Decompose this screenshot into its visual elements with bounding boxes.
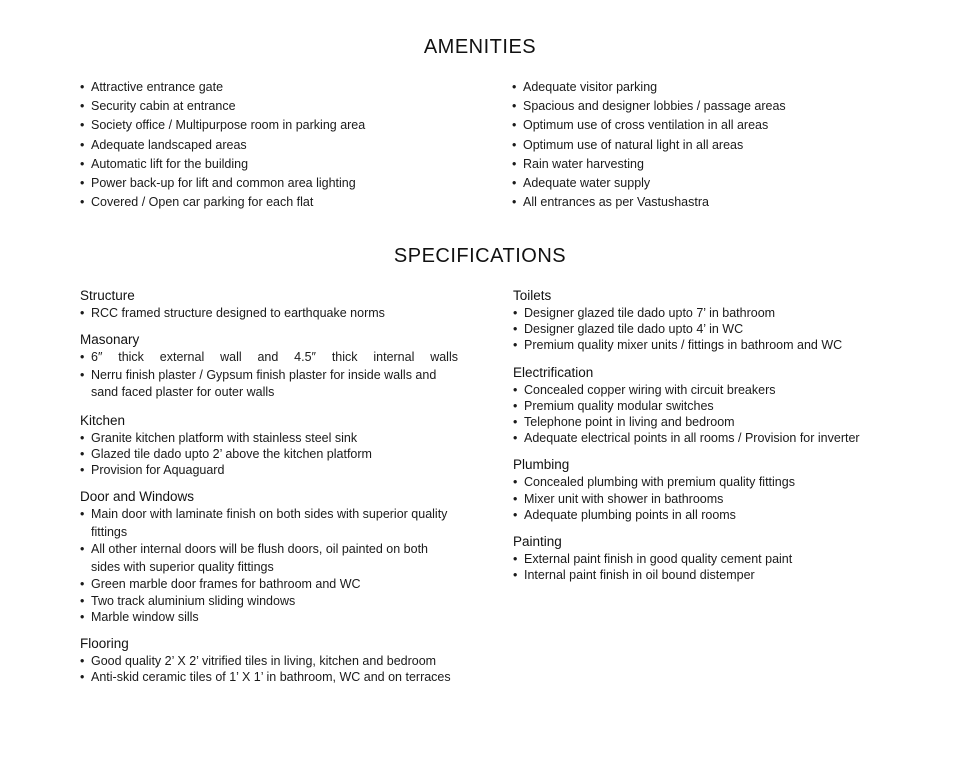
spec-section-kitchen [80,412,458,479]
amenity-item: • Adequate water supply [512,174,932,193]
spec-item: • Designer glazed tile dado upto 7’ in bathroom [513,305,913,321]
amenities-heading: AMENITIES [423,36,537,58]
spec-section-title: Door and Windows [80,489,195,505]
specifications-heading: SPECIFICATIONS [393,245,567,267]
spec-item: • Good quality 2’ X 2’ vitrified tiles in living, kitchen and bedroom [80,653,458,669]
spec-item: • RCC framed structure designed to earthquake norms [80,305,458,321]
spec-item: • Internal paint finish in oil bound distemper [513,567,913,583]
spec-item: • All other internal doors will be flush doors, oil painted on both sides with superior quality fittings [80,541,458,576]
spec-item: • 6″ thick external wall and 4.5″ thick internal walls [80,349,458,367]
amenity-item: • Society office / Multipurpose room in parking area [80,116,480,135]
spec-section-painting [513,533,913,583]
spec-item: • Telephone point in living and bedroom [513,414,913,430]
spec-item: • Adequate plumbing points in all rooms [513,507,913,523]
spec-item: • Glazed tile dado upto 2’ above the kitchen platform [80,446,458,462]
spec-section-title: Toilets [513,288,552,303]
spec-item: • External paint finish in good quality cement paint [513,551,913,567]
amenity-item: • Optimum use of cross ventilation in all areas [512,116,932,135]
amenities-left-column [80,78,480,212]
spec-item: • Premium quality modular switches [513,398,913,414]
amenity-item: • Adequate landscaped areas [80,136,480,155]
amenity-item: • Optimum use of natural light in all areas [512,136,932,155]
spec-item: • Green marble door frames for bathroom and WC [80,576,458,592]
spec-section-door-and-windows [80,488,458,625]
spec-section-title: Plumbing [513,457,570,473]
spec-section-structure [80,287,458,321]
spec-section-toilets [513,287,913,354]
spec-section-title: Masonary [80,332,140,348]
spec-section-title: Structure [80,288,135,303]
amenity-item: • Security cabin at entrance [80,97,480,116]
amenity-item: • Rain water harvesting [512,155,932,174]
amenity-item: • Automatic lift for the building [80,155,480,174]
spec-section-flooring [80,635,458,687]
spec-item: • Mixer unit with shower in bathrooms [513,491,913,507]
spec-item: • Granite kitchen platform with stainless steel sink [80,430,458,446]
specifications-left-column [80,287,458,697]
specifications-right-column [513,287,913,593]
amenity-item: • Spacious and designer lobbies / passage areas [512,97,932,116]
spec-item: • Premium quality mixer units / fittings in bathroom and WC [513,337,913,353]
spec-item: • Concealed copper wiring with circuit breakers [513,382,913,398]
spec-section-electrification [513,364,913,447]
amenity-item: • All entrances as per Vastushastra [512,193,932,212]
spec-section-plumbing [513,456,913,523]
spec-section-title: Painting [513,534,562,550]
spec-item: • Designer glazed tile dado upto 4’ in WC [513,321,913,337]
spec-item: • Nerru finish plaster / Gypsum finish plaster for inside walls and sand faced plaster for outer walls [80,367,458,402]
spec-item: • Concealed plumbing with premium quality fittings [513,474,913,490]
spec-section-masonary [80,331,458,402]
spec-item: • Marble window sills [80,609,458,625]
spec-section-title: Flooring [80,635,129,651]
spec-item: • Provision for Aquaguard [80,462,458,478]
spec-item: • Two track aluminium sliding windows [80,593,458,609]
amenities-right-column [512,78,932,212]
spec-item: • Adequate electrical points in all rooms / Provision for inverter [513,430,913,446]
spec-item: • Anti-skid ceramic tiles of 1’ X 1’ in bathroom, WC and on terraces [80,669,458,687]
amenity-item: • Covered / Open car parking for each flat [80,193,480,212]
amenity-item: • Attractive entrance gate [80,78,480,97]
amenity-item: • Adequate visitor parking [512,78,932,97]
amenity-item: • Power back-up for lift and common area lighting [80,174,480,193]
spec-section-title: Kitchen [80,412,126,428]
spec-item: • Main door with laminate finish on both sides with superior quality fittings [80,506,458,541]
spec-section-title: Electrification [513,364,594,380]
